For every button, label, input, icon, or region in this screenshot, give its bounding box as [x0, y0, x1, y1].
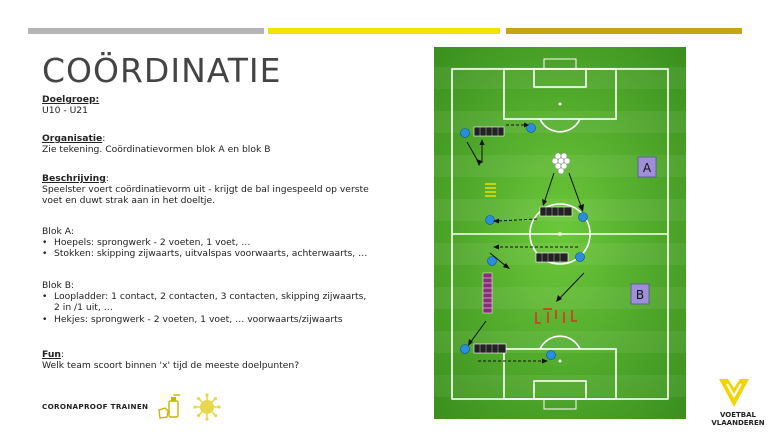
header-bar-yellow [268, 28, 500, 34]
blok-a-item: • Hoepels: sprongwerk - 2 voeten, 1 voet, … [54, 237, 412, 248]
blok-a-section [42, 226, 412, 260]
block-b-label: B [635, 288, 645, 302]
blok-a-item: • Stokken: skipping zijwaarts, uitvalspas voorwaarts, achterwaarts, … [54, 248, 412, 259]
beschrijving-line2: voet en duwt strak aan in het doeltje. [42, 195, 216, 207]
beschrijving-section [42, 173, 412, 207]
beschrijving-line1: Speelster voert coördinatievorm uit - krijgt de bal ingespeeld op verste [42, 184, 369, 196]
fun-label: Fun [42, 349, 61, 360]
blok-b-section [42, 280, 412, 325]
blok-a-title: Blok A: [42, 226, 74, 237]
organisatie-label: Organisatie [42, 133, 103, 144]
page-title: COÖRDINATIE [42, 51, 282, 90]
voetbal-vlaanderen-logo [716, 376, 752, 410]
organisatie-label-suffix: : [102, 133, 106, 144]
header-bar-gray [28, 28, 264, 34]
logo-line1: VOETBAL [719, 411, 756, 419]
blok-b-item [54, 291, 412, 313]
fun-label-suffix: : [60, 349, 65, 360]
field-diagram [434, 47, 686, 419]
header-bar-gold [506, 28, 742, 34]
doelgroep-value: U10 - U21 [42, 105, 88, 117]
agility-ladder [483, 273, 492, 313]
logo-text [707, 411, 768, 427]
beschrijving-label: Beschrijving [42, 173, 106, 184]
block-a-label: A [642, 161, 652, 175]
blok-b-item: • Hekjes: sprongwerk - 2 voeten, 1 voet, … voorwaarts/zijwaarts [54, 314, 412, 325]
organisatie-value: Zie tekening. Coördinatievormen blok A en blok B [42, 144, 271, 156]
blok-b-item1-line1: Loopladder: 1 contact, 2 contacten, 3 contacten, skipping zijwaarts, [54, 291, 367, 303]
blok-b-item1-line2: 2 in /1 uit, … [54, 302, 113, 314]
doelgroep-label: Doelgroep: [42, 94, 100, 105]
fun-section [42, 349, 412, 371]
doelgroep-section [42, 94, 412, 116]
hand-sanitizer-icon [156, 392, 186, 422]
fun-value: Welk team scoort binnen 'x' tijd de meeste doelpunten? [42, 360, 300, 372]
logo-line2: VLAANDEREN [711, 419, 765, 427]
organisatie-section [42, 133, 412, 155]
virus-icon [192, 392, 222, 422]
coronaproof-label: CORONAPROOF TRAINEN [42, 402, 149, 411]
beschrijving-label-suffix: : [105, 173, 109, 184]
blok-b-title: Blok B: [42, 280, 75, 291]
